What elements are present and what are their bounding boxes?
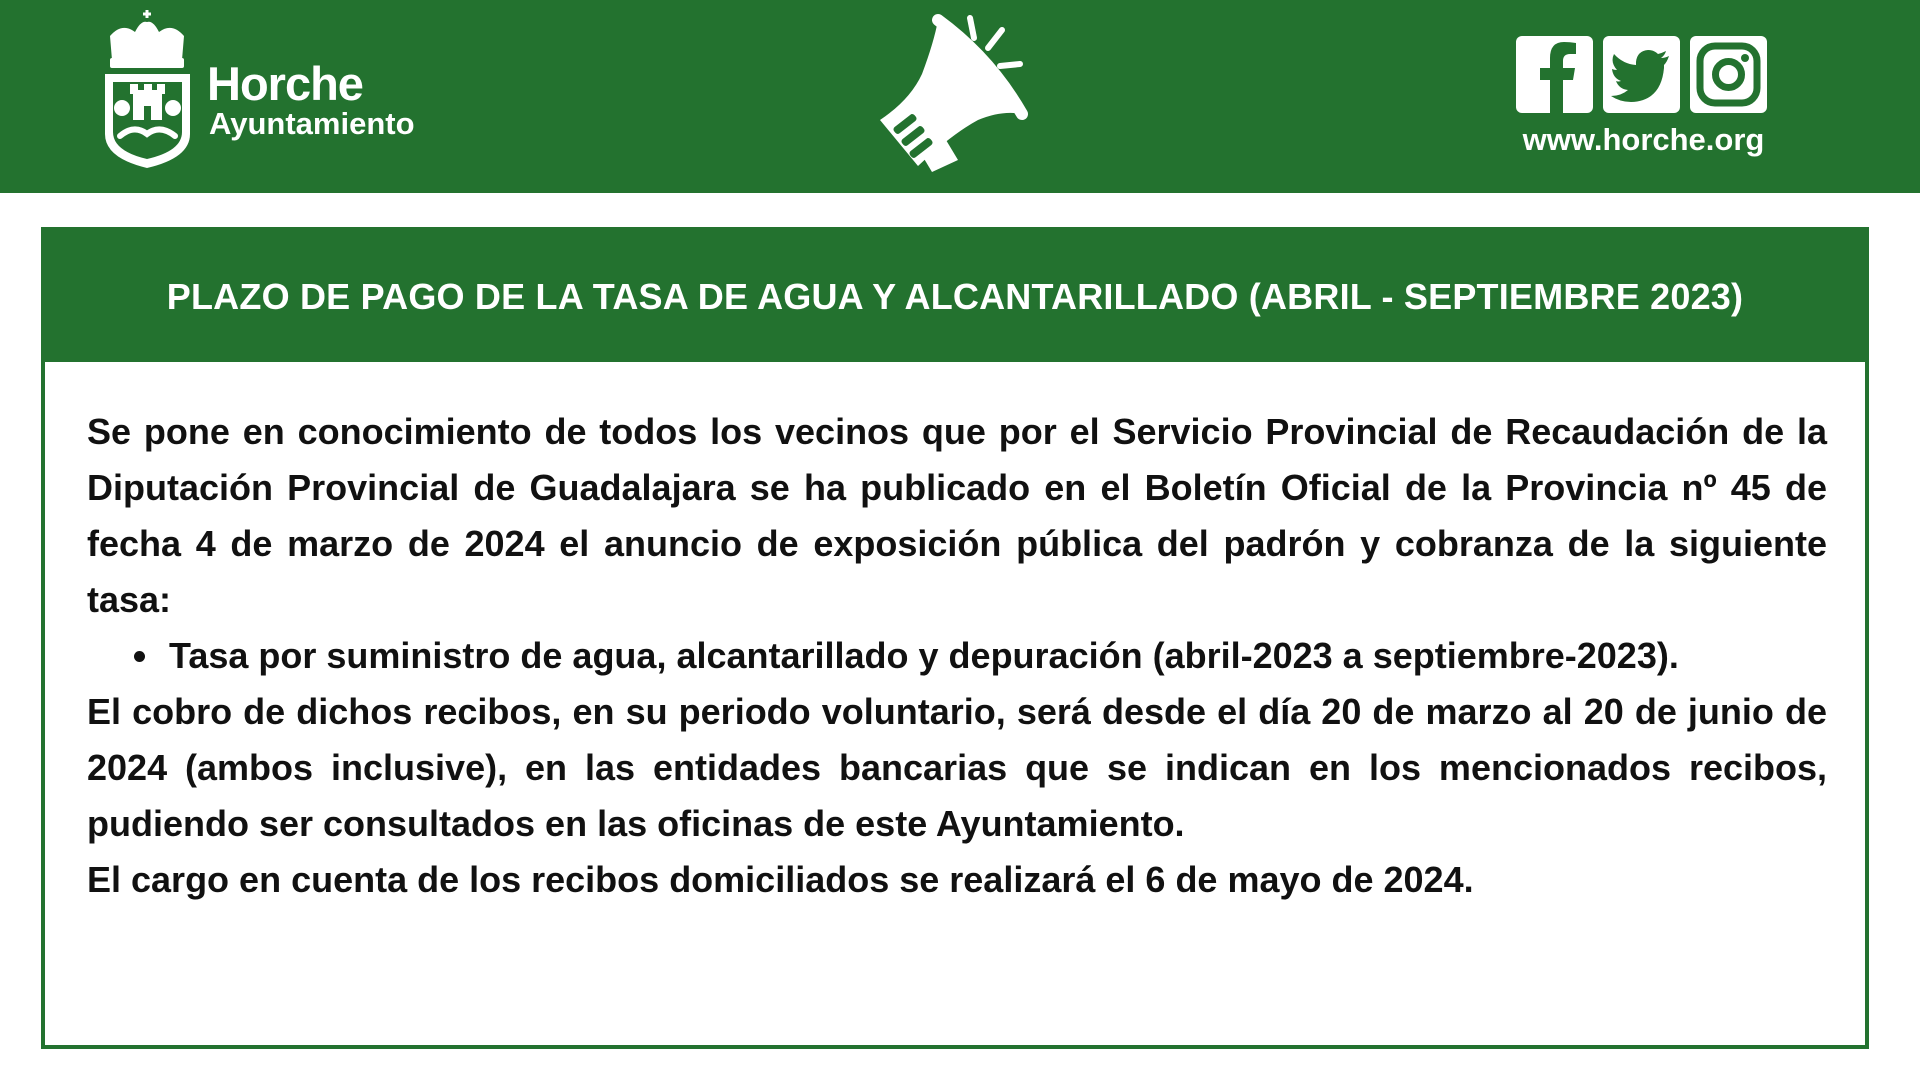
instagram-icon[interactable] [1690, 36, 1767, 113]
notice-card [41, 227, 1869, 1049]
social-icons [1516, 36, 1767, 113]
facebook-icon[interactable] [1516, 36, 1593, 113]
notice-body [87, 404, 1827, 908]
megaphone-icon [860, 12, 1060, 182]
tax-list [87, 628, 1827, 684]
brand-subtitle: Ayuntamiento [209, 106, 415, 141]
notice-paragraph-direct-debit: El cargo en cuenta de los recibos domiciliados se realizará el 6 de mayo de 2024. [87, 859, 1474, 900]
website-url[interactable]: www.horche.org [1522, 122, 1765, 157]
twitter-icon[interactable] [1603, 36, 1680, 113]
notice-paragraph-payment: El cobro de dichos recibos, en su periodo voluntario, será desde el día 20 de marzo al 20 de junio de 2024 (ambos inclusive), en las entidades bancarias que se indican en los mencionados recibos, pudiendo ser consultados en las oficinas de este Ayuntamiento. [87, 691, 1827, 844]
notice-paragraph-intro: Se pone en conocimiento de todos los vecinos que por el Servicio Provincial de Recaudación de la Diputación Provincial de Guadalajara se ha publicado en el Boletín Oficial de la Provincia nº 45 de fecha 4 de marzo de 2024 el anuncio de exposición pública del padrón y cobranza de la siguiente tasa: [87, 411, 1827, 620]
brand-name: Horche [207, 57, 363, 110]
tax-list-item: • Tasa por suministro de agua, alcantarillado y depuración (abril-2023 a septiembre-2023). [163, 628, 1827, 684]
header-banner [0, 0, 1920, 193]
horche-coat-of-arms-logo [100, 8, 195, 170]
notice-title: PLAZO DE PAGO DE LA TASA DE AGUA Y ALCANTARILLADO (ABRIL - SEPTIEMBRE 2023) [45, 231, 1865, 362]
